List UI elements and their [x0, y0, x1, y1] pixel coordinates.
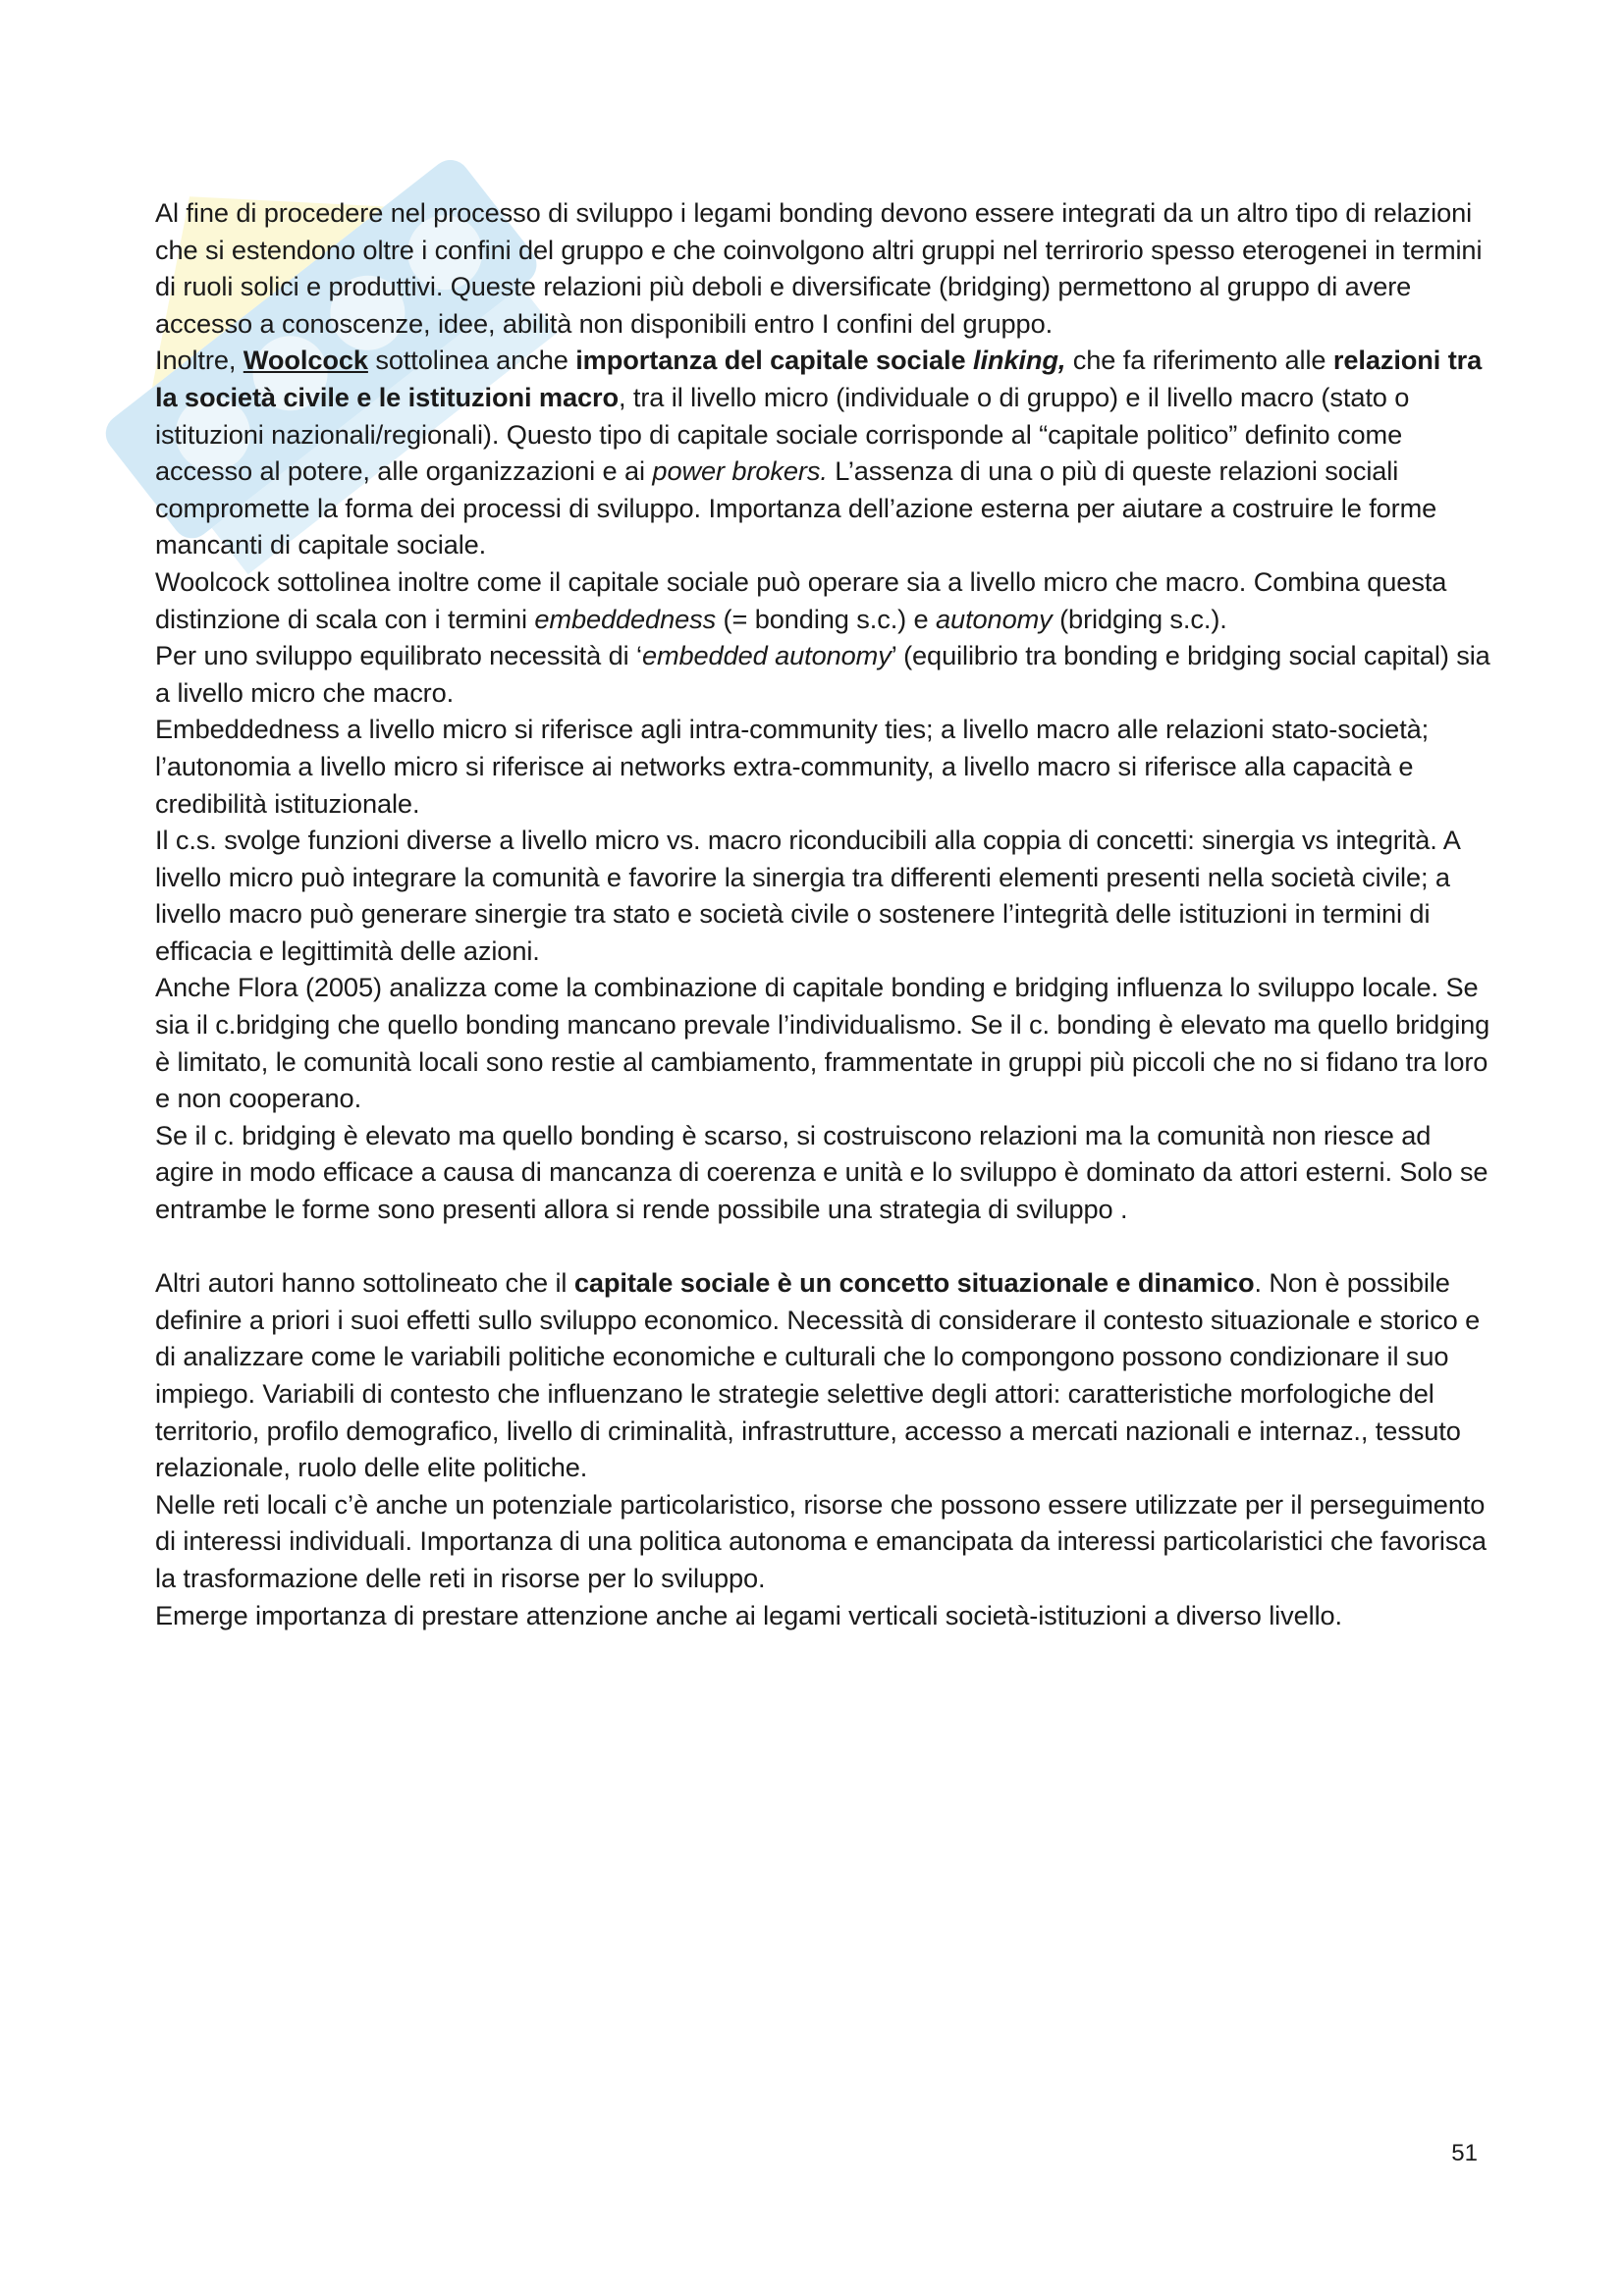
paragraph — [155, 563, 1490, 637]
paragraph — [155, 822, 1490, 969]
text-span: ’ (equilibrio tra bonding e bridging social capital) sia a livello micro che macro. — [155, 640, 1490, 708]
paragraph — [155, 342, 1490, 563]
text-span: Inoltre, — [155, 345, 243, 376]
text-span: che fa riferimento alle — [1065, 345, 1333, 376]
text-span: Woolcock sottolinea inoltre come il capitale sociale può operare sia a livello micro che macro. Combina questa distinzione di scala con i termini — [155, 565, 1447, 634]
paragraph — [155, 711, 1490, 822]
text-span: Per uno sviluppo equilibrato necessità di ‘ — [155, 640, 642, 671]
text-span: Se il c. bridging è elevato ma quello bonding è scarso, si costruiscono relazioni ma la comunità non riesce ad agire in modo efficace a causa di mancanza di coerenza e unità e lo sviluppo è dominato da attori esterni. Solo se entrambe le forme sono presenti allora si rende possibile una strategia di sviluppo . — [155, 1119, 1488, 1225]
emphasis-span: relazioni tra la società civile e le istituzioni macro — [155, 345, 1483, 412]
text-span: (bridging s.c.). — [1052, 603, 1227, 634]
text-span: Altri autori hanno sottolineato che il — [155, 1267, 574, 1299]
text-span: (= bonding s.c.) e — [716, 603, 937, 634]
text-span: Al fine di procedere nel processo di sviluppo i legami bonding devono essere integrati da un altro tipo di relazioni che si estendono oltre i confini del gruppo e che coinvolgono altri gruppi nel terrirorio spesso eterogenei in termini di ruoli solici e produttivi. Queste relazioni più deboli e diversificate (bridging) permettono al gruppo di avere accesso a conoscenze, idee, abilità non disponibili entro I confini del gruppo. — [155, 197, 1483, 339]
text-span: . Non è possibile definire a priori i suoi effetti sullo sviluppo economico. Necessità di considerare il contesto situazionale e storico e di analizzare come le variabili politiche economiche e culturali che lo compongono possono condizionare il suo impiego. Variabili di contesto che influenzano le strategie selettive degli attori: caratteristiche morfologiche del territorio, profilo demografico, livello di criminalità, infrastrutture, accesso a mercati nazionali e internaz., tessuto relazionale, ruolo delle elite politiche. — [155, 1267, 1481, 1483]
emphasis-span: embeddedness — [534, 603, 717, 634]
page-number: 51 — [1451, 2140, 1478, 2166]
paragraph — [155, 194, 1490, 342]
paragraph — [155, 1486, 1490, 1597]
text-span: , tra il livello micro (individuale o di gruppo) e il livello macro (stato o istituzioni nazionali/regionali). Questo tipo di capitale sociale corrisponde al “capitale politico” definito come accesso al potere, alle organizzazioni e ai — [155, 381, 1410, 487]
text-span: Anche Flora (2005) analizza come la combinazione di capitale bonding e bridging influenza lo sviluppo locale. Se sia il c.bridging che quello bonding mancano prevale l’individualismo. Se il c. bonding è elevato ma quello bridging è limitato, le comunità locali sono restie al cambiamento, frammentate in gruppi più piccoli che no si fidano tra loro e non cooperano. — [155, 972, 1490, 1114]
emphasis-span: autonomy — [936, 603, 1053, 634]
text-span: L’assenza di una o più di queste relazioni sociali compromette la forma dei processi di sviluppo. Importanza dell’azione esterna per aiutare a costruire le forme mancanti di capitale sociale. — [155, 455, 1437, 561]
emphasis-span: Woolcock — [243, 345, 368, 376]
paragraph-spacer — [155, 1228, 1490, 1265]
text-span: Nelle reti locali c’è anche un potenziale particolaristico, risorse che possono essere utilizzate per il perseguimento di interessi individuali. Importanza di una politica autonoma e emancipata da interessi particolaristici che favorisca la trasformazione delle reti in risorse per lo sviluppo. — [155, 1488, 1487, 1593]
emphasis-span: linking, — [972, 345, 1066, 376]
emphasis-span: embedded autonomy — [641, 640, 892, 671]
text-span: sottolinea anche — [367, 345, 576, 376]
paragraph — [155, 1597, 1490, 1634]
emphasis-span: importanza del capitale sociale — [575, 345, 973, 376]
paragraph — [155, 637, 1490, 711]
paragraph — [155, 1117, 1490, 1228]
paragraph — [155, 969, 1490, 1116]
text-span: Il c.s. svolge funzioni diverse a livello micro vs. macro riconducibili alla coppia di concetti: sinergia vs integrità. A livello micro può integrare la comunità e favorire la sinergia tra differenti elementi presenti nella società civile; a livello macro può generare sinergie tra stato e società civile o sostenere l’integrità delle istituzioni in termini di efficacia e legittimità delle azioni. — [155, 825, 1460, 966]
emphasis-span: power brokers. — [652, 455, 828, 487]
emphasis-span: capitale sociale è un concetto situazionale e dinamico — [573, 1267, 1255, 1299]
text-span: Emerge importanza di prestare attenzione anche ai legami verticali società-istituzioni a diverso livello. — [155, 1599, 1342, 1630]
text-span: Embeddedness a livello micro si riferisce agli intra-community ties; a livello macro alle relazioni stato-società; l’autonomia a livello micro si riferisce ai networks extra-community, a livello macro si riferisce alla capacità e credibilità istituzionale. — [155, 714, 1430, 819]
document-body — [155, 194, 1490, 1633]
paragraph — [155, 1264, 1490, 1486]
